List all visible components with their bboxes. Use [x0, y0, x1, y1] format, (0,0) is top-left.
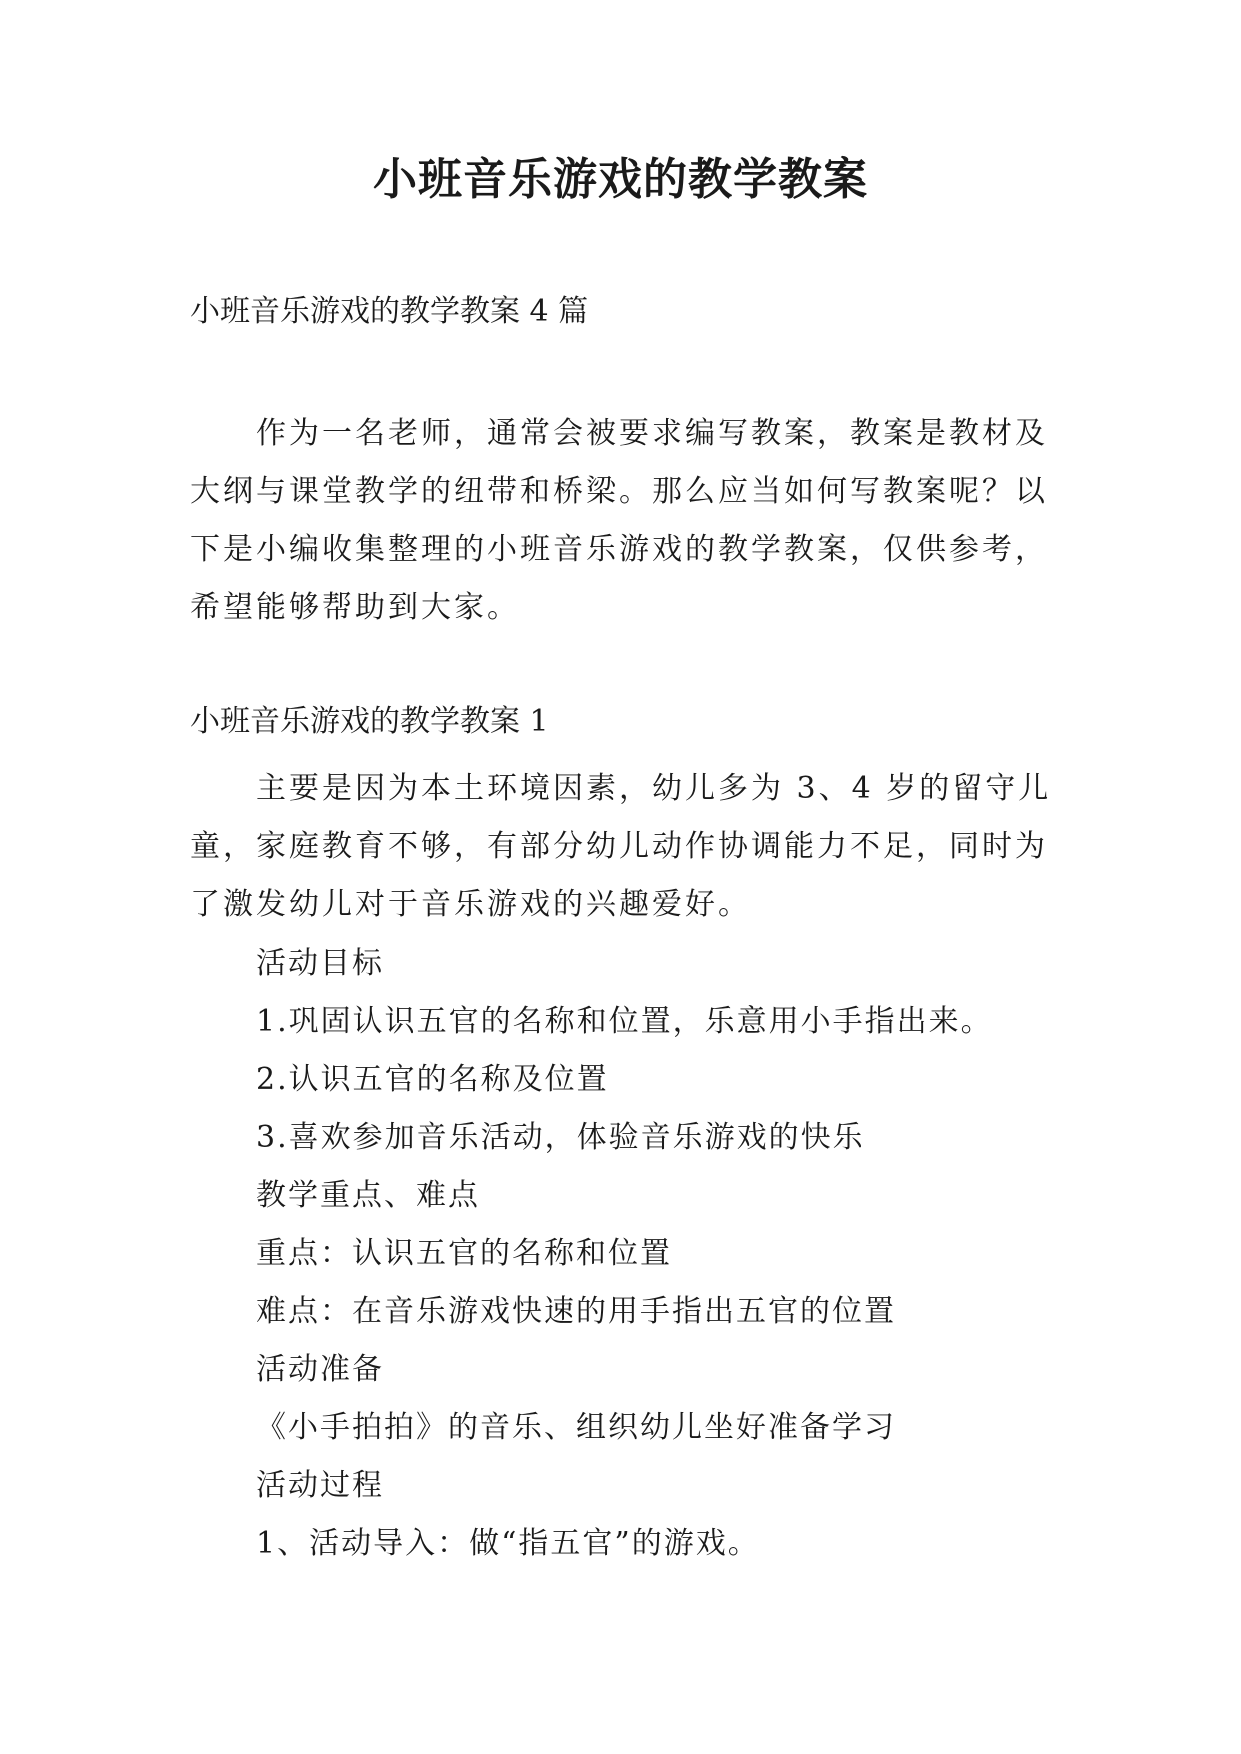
- line-process-heading: 活动过程: [256, 1468, 384, 1503]
- line-activity-goals: 活动目标: [256, 946, 384, 981]
- document-title: 小班音乐游戏的教学教案: [373, 154, 868, 205]
- line-preparation-heading: 活动准备: [256, 1352, 384, 1387]
- line-goal-2: 2.认识五官的名称及位置: [256, 1062, 609, 1097]
- document-subtitle: 小班音乐游戏的教学教案 4 篇: [190, 294, 589, 329]
- lesson-plan-lines: [256, 935, 993, 1573]
- line-goal-3: 3.喜欢参加音乐活动，体验音乐游戏的快乐: [256, 1120, 865, 1155]
- line-key-point: 重点：认识五官的名称和位置: [256, 1236, 672, 1271]
- section-heading: 小班音乐游戏的教学教案 1: [190, 704, 549, 739]
- line-goal-1: 1.巩固认识五官的名称和位置，乐意用小手指出来。: [256, 1004, 993, 1039]
- line-preparation: 《小手拍拍》的音乐、组织幼儿坐好准备学习: [256, 1410, 896, 1445]
- line-difficult-point: 难点：在音乐游戏快速的用手指出五官的位置: [256, 1294, 896, 1329]
- intro-paragraph: 作为一名老师，通常会被要求编写教案，教案是教材及大纲与课堂教学的纽带和桥梁。那么应当如何写教案呢？以下是小编收集整理的小班音乐游戏的教学教案，仅供参考，希望能够帮助到大家。: [190, 416, 1048, 625]
- section-paragraph: 主要是因为本土环境因素，幼儿多为 3、4 岁的留守儿童，家庭教育不够，有部分幼儿动作协调能力不足，同时为了激发幼儿对于音乐游戏的兴趣爱好。: [190, 771, 1052, 922]
- line-process-step-1: 1、活动导入：做“指五官”的游戏。: [256, 1526, 760, 1561]
- line-key-points-heading: 教学重点、难点: [256, 1178, 480, 1213]
